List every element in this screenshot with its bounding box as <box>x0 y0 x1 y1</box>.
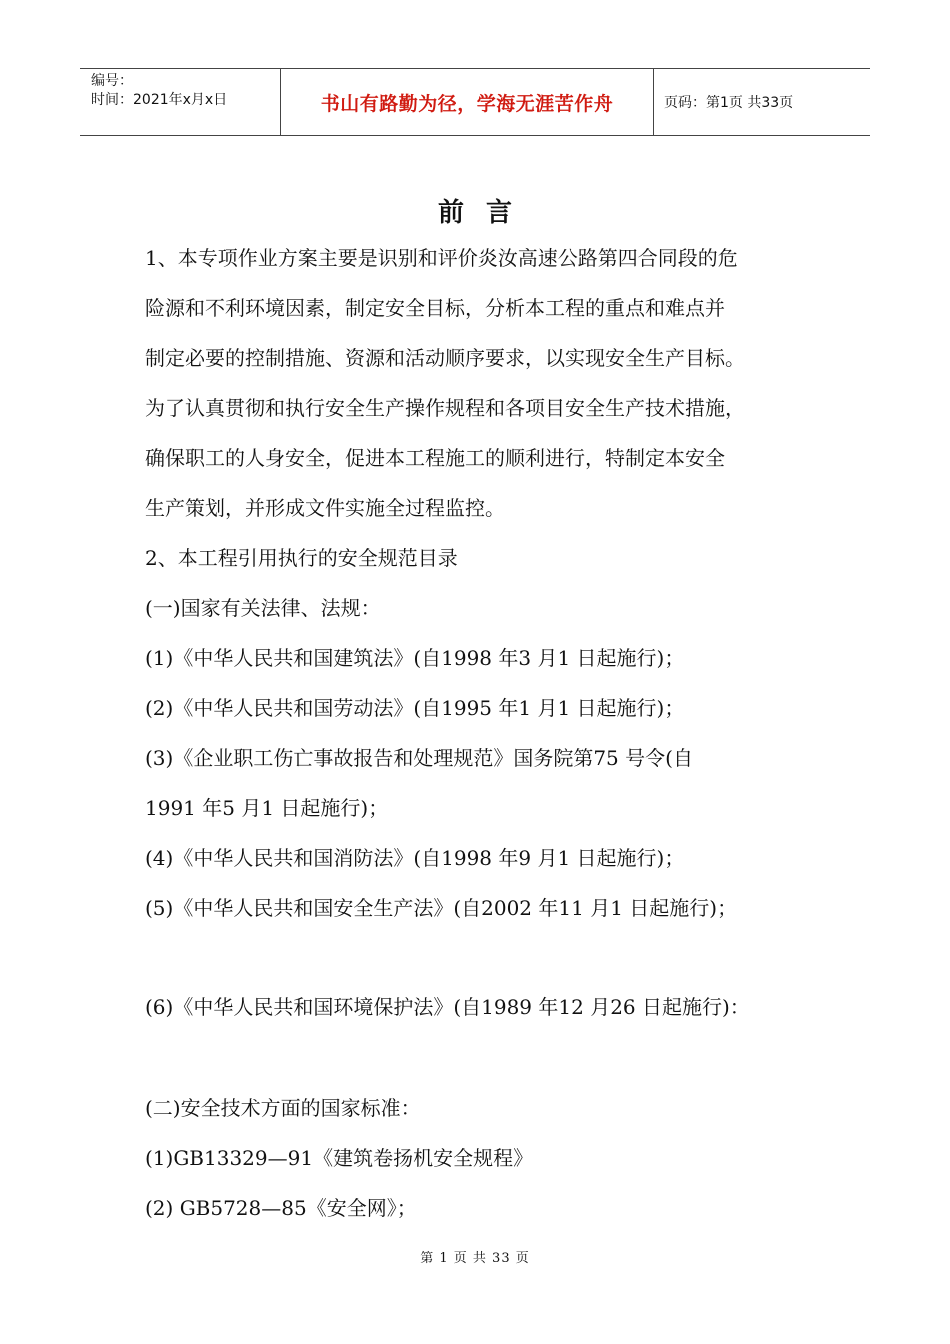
body-line: 制定必要的控制措施、资源和活动顺序要求，以实现安全生产目标。 <box>145 346 745 370</box>
subsection-heading: (二)安全技术方面的国家标准： <box>145 1096 421 1120</box>
page-footer: 第 1 页 共 33 页 <box>420 1251 530 1266</box>
body-line: 险源和不利环境因素，制定安全目标，分析本工程的重点和难点并 <box>145 296 725 320</box>
document-date: 时间：2021年x月x日 <box>91 92 228 108</box>
document-header <box>80 68 870 136</box>
list-item: (4)《中华人民共和国消防法》(自1998 年9 月1 日起施行)； <box>145 846 685 870</box>
subsection-heading: (一)国家有关法律、法规： <box>145 596 381 620</box>
header-meta-cell <box>80 69 281 135</box>
list-item: (5)《中华人民共和国安全生产法》(自2002 年11 月1 日起施行)； <box>145 896 738 920</box>
body-line: 确保职工的人身安全，促进本工程施工的顺利进行，特制定本安全 <box>145 446 725 470</box>
body-line: 为了认真贯彻和执行安全生产操作规程和各项目安全生产技术措施， <box>145 396 745 420</box>
body-line: 1、本专项作业方案主要是识别和评价炎汝高速公路第四合同段的危 <box>145 246 738 270</box>
header-page-cell <box>654 69 870 135</box>
list-item: (1)《中华人民共和国建筑法》(自1998 年3 月1 日起施行)； <box>145 646 685 670</box>
list-item: (2)《中华人民共和国劳动法》(自1995 年1 月1 日起施行)； <box>145 696 685 720</box>
list-item-continuation: 1991 年5 月1 日起施行)； <box>145 796 389 820</box>
list-item: (2) GB5728—85《安全网》； <box>145 1196 417 1220</box>
list-item: (6)《中华人民共和国环境保护法》(自1989 年12 月26 日起施行)： <box>145 995 750 1019</box>
section-heading: 2、本工程引用执行的安全规范目录 <box>145 546 458 570</box>
header-motto: 书山有路勤为径，学海无涯苦作舟 <box>320 92 614 115</box>
body-line: 生产策划，并形成文件实施全过程监控。 <box>145 496 505 520</box>
list-item: (3)《企业职工伤亡事故报告和处理规范》国务院第75 号令(自 <box>145 746 693 770</box>
document-number-label: 编号： <box>91 73 133 89</box>
list-item: (1)GB13329—91《建筑卷扬机安全规程》 <box>145 1146 534 1170</box>
page-title: 前言 <box>437 198 534 228</box>
header-page-info: 页码：第1页 共33页 <box>664 95 794 111</box>
header-motto-cell <box>281 69 654 135</box>
